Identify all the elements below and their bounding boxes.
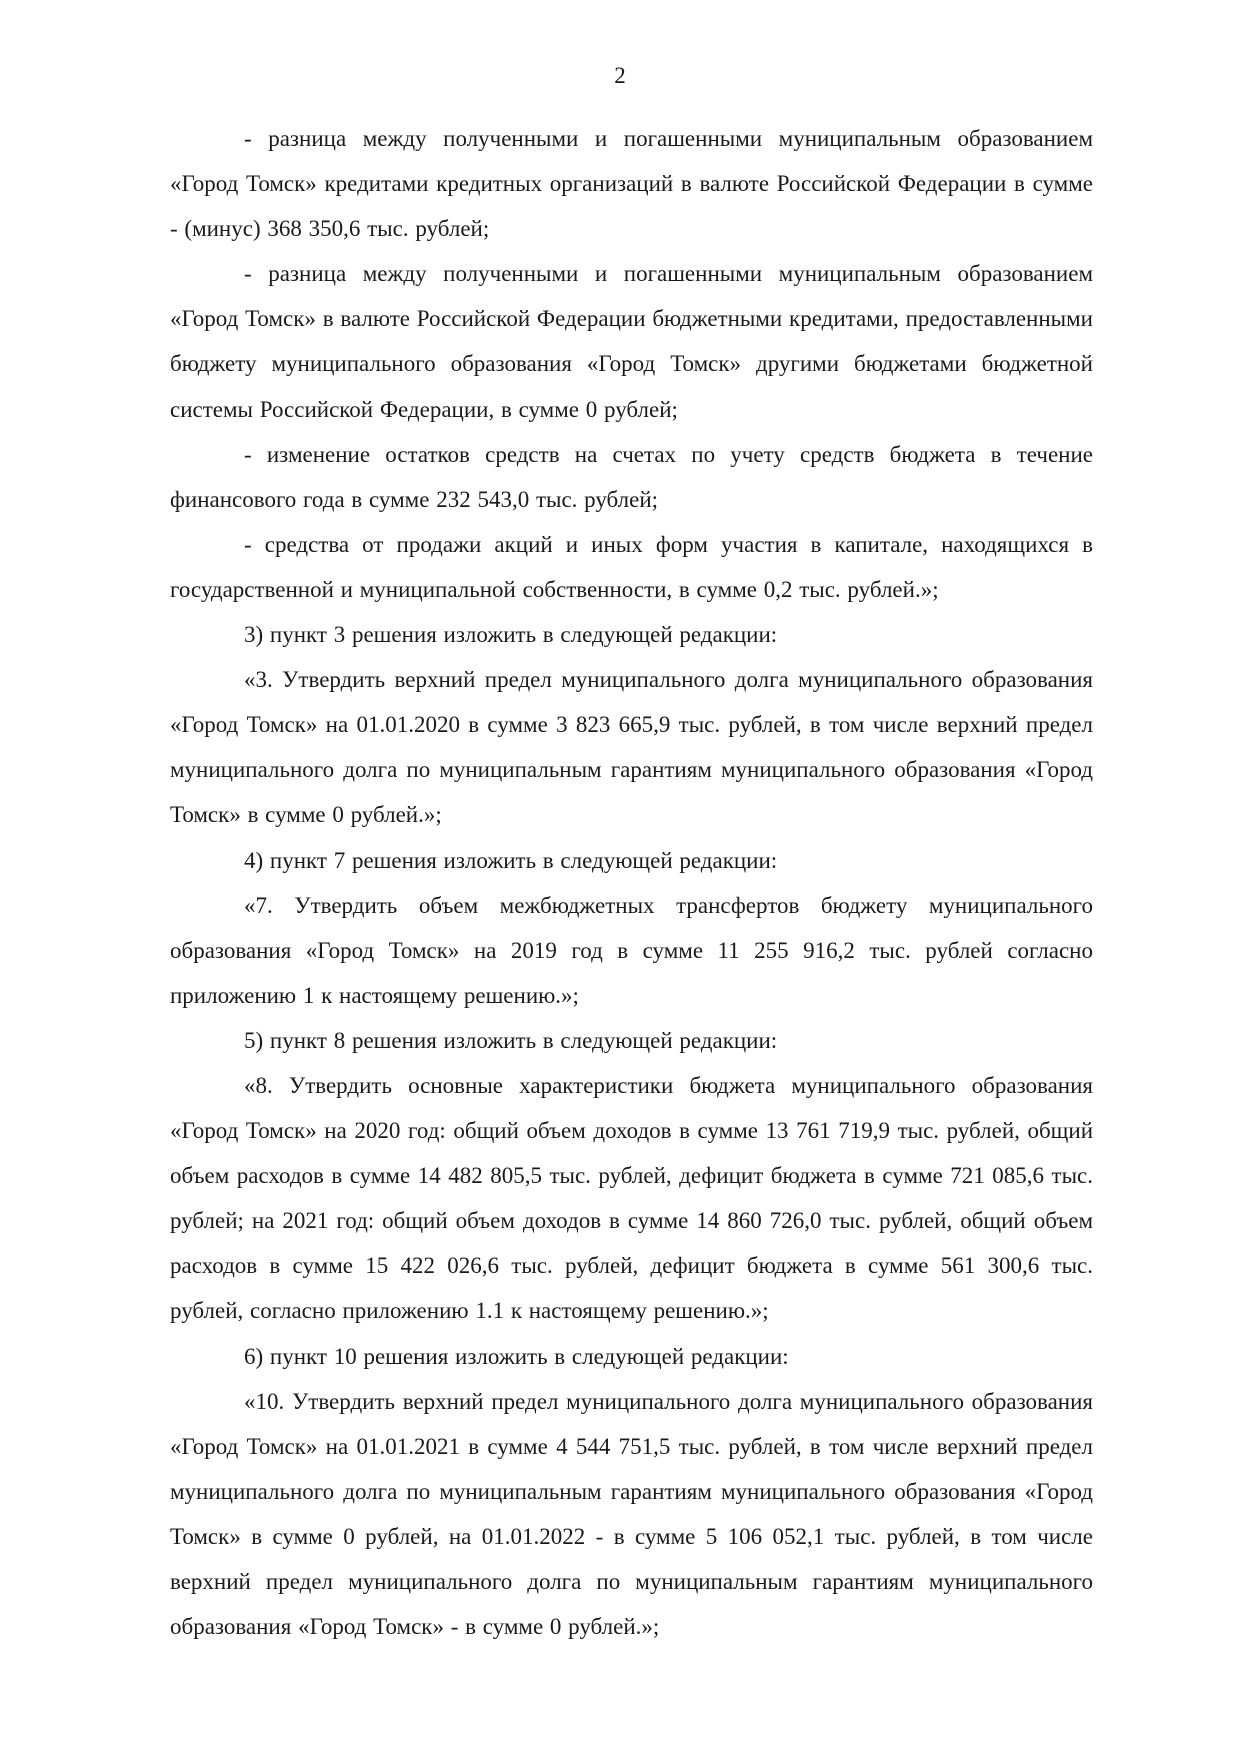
paragraph-budget-credits-difference: - разница между полученными и погашенными муниципальным образованием «Город Томск» в валюте Российской Федерации бюджетными кредитами, предоставленными бюджету муниципального образования «Город Томск» другими бюджетами бюджетной системы Российской Федерации, в сумме 0 рублей; [170, 261, 1093, 422]
paragraph-item-7-text: «7. Утвердить объем межбюджетных трансфертов бюджету муниципального образования «Город Томск» на 2019 год в сумме 11 255 916,2 тыс. рублей согласно приложению 1 к настоящему решению.»; [170, 892, 1093, 1008]
paragraph-item-10-text: «10. Утвердить верхний предел муниципального долга муниципального образования «Город Томск» на 01.01.2021 в сумме 4 544 751,5 тыс. рублей, в том числе верхний предел муниципального долга по муниципальным гарантиям муниципального образования «Город Томск» в сумме 0 рублей, на 01.01.2022 - в сумме 5 106 052,1 тыс. рублей, в том числе верхний предел муниципального долга по муниципальным гарантиям муниципального образования «Город Томск» - в сумме 0 рублей.»; [170, 1388, 1093, 1640]
paragraph-item-8-heading: 5) пункт 8 решения изложить в следующей редакции: [244, 1027, 778, 1053]
page-number: 2 [614, 63, 626, 88]
paragraph-share-sales: - средства от продажи акций и иных форм участия в капитале, находящихся в государственной и муниципальной собственности, в сумме 0,2 тыс. рублей.»; [170, 531, 1093, 602]
document-body [170, 116, 1093, 1649]
paragraph-item-3-heading: 3) пункт 3 решения изложить в следующей редакции: [244, 622, 778, 648]
paragraph-item-7-heading: 4) пункт 7 решения изложить в следующей редакции: [244, 847, 778, 873]
paragraph-account-balance-change: - изменение остатков средств на счетах по учету средств бюджета в течение финансового года в сумме 232 543,0 тыс. рублей; [170, 441, 1093, 512]
paragraph-item-8-text: «8. Утвердить основные характеристики бюджета муниципального образования «Город Томск» на 2020 год: общий объем доходов в сумме 13 761 719,9 тыс. рублей, общий объем расходов в сумме 14 482 805,5 тыс. рублей, дефицит бюджета в сумме 721 085,6 тыс. рублей; на 2021 год: общий объем доходов в сумме 14 860 726,0 тыс. рублей, общий объем расходов в сумме 15 422 026,6 тыс. рублей, дефицит бюджета в сумме 561 300,6 тыс. рублей, согласно приложению 1.1 к настоящему решению.»; [170, 1072, 1093, 1324]
paragraph-credit-difference: - разница между полученными и погашенными муниципальным образованием «Город Томск» кредитами кредитных организаций в валюте Российской Федерации в сумме - (минус) 368 350,6 тыс. рублей; [170, 126, 1093, 242]
paragraph-item-10-heading: 6) пункт 10 решения изложить в следующей редакции: [244, 1343, 789, 1369]
paragraph-item-3-text: «3. Утвердить верхний предел муниципального долга муниципального образования «Город Томск» на 01.01.2020 в сумме 3 823 665,9 тыс. рублей, в том числе верхний предел муниципального долга по муниципальным гарантиям муниципального образования «Город Томск» в сумме 0 рублей.»; [170, 667, 1093, 828]
